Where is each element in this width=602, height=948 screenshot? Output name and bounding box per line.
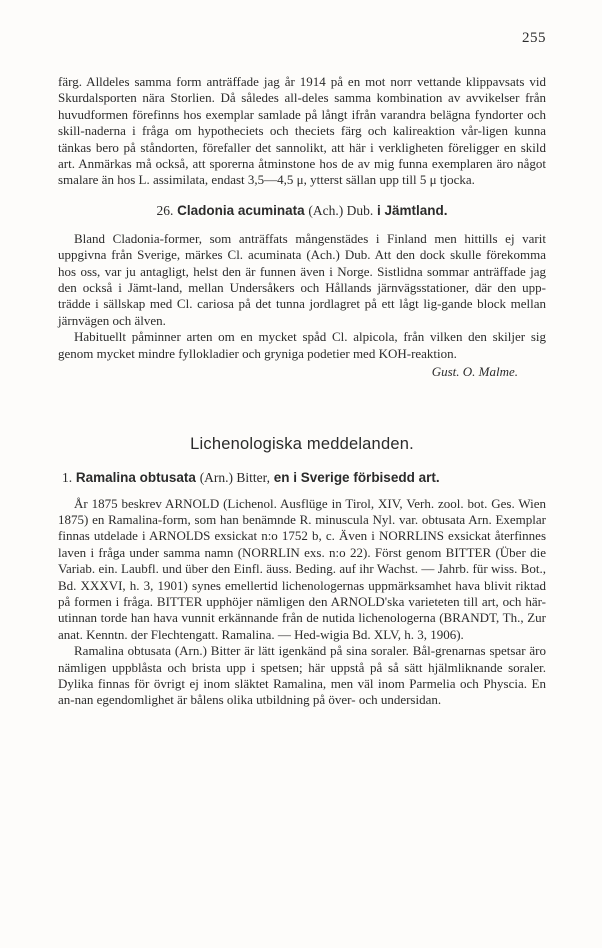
paragraph-ramalina-1: År 1875 beskrev ARNOLD (Lichenol. Ausflüge in Tirol, XIV, Verh. zool. bot. Ges. Wien 1875) en Ramalina-form, som han benämnde R. minuscula Nyl. var. obtusata Arn. Exemplar finnas utdelade i ARNOLDS exsickat n:o 1752 b, c. Även i NORRLINS exsickat återfinnes laven i fråga under samma namn (NORRLIN exs. n:o 22). Först genom BITTER (Über die Variab. ein. Laubfl. und über den Einfl. äuss. Beding. auf ihr Wachst. — Jahrb. für wiss. Bot., Bd. XXXVI, h. 3, 1901) synes emellertid lichenologernas uppmärksamhet hava blivit riktad på formen i fråga. BITTER upphöjer nämligen den ARNOLD'ska varieteten till art, och här-utinnan torde han hava vunnit erkännande från de nutida lichenologerna (BRANDT, Th., Zur anat. Kenntn. der Flechtengatt. Ramalina. — Hed-wigia Bd. XLV, h. 3, 1906). — [58, 495, 546, 642]
page-body — [58, 74, 546, 709]
page-number: 255 — [522, 30, 546, 46]
heading-cladonia-acuminata — [58, 203, 546, 219]
heading-author: (Arn.) Bitter, — [199, 469, 271, 485]
heading-author: (Ach.) Dub. — [308, 202, 374, 218]
heading-ramalina-obtusata — [58, 470, 546, 486]
heading-species: Ramalina obtusata — [75, 469, 196, 485]
heading-region: i Jämtland. — [377, 202, 448, 218]
paragraph-sporer: färg. Alldeles samma form anträffade jag år 1914 på en mot norr vettande klippavsats vid Skurdalsporten nära Storlien. Då således all-deles samma kombination av avvikelser från huvudformen förefinns hos exemplar samlade på långt ifrån varandra belägna fyndorter och skill-naderna i fråga om hypotheciets och theciets färg och kalireaktion vår-ligen kunna tänkas bero på ståndorten, förefaller det sannolikt, att här i verkligheten föreligger en skild art. Anmärkas må också, att sporerna åtminstone hos de av mig funna exemplaren äro något smalare än hos L. assimilata, endast 3,5—4,5 μ, ytterst sällan upp till 5 μ tjocka. — [58, 74, 546, 188]
heading-number: 26. — [156, 202, 174, 218]
section-title: Lichenologiska meddelanden. — [190, 434, 414, 453]
heading-rest: en i Sverige förbisedd art. — [273, 469, 440, 485]
paragraph-cladonia-1: Bland Cladonia-former, som anträffats mångenstädes i Finland men hittills ej varit uppgivna från Sverige, märkes Cl. acuminata (Ach.) Dub. Att den dock skulle förekomma hos oss, var ju antagligt, helst den är funnen även i Norge. Sistlidna sommar anträffade jag den också i Jämt-land, mellan Undersåkers och Hållands järnvägsstationer, där den upp-trädde i sällskap med Cl. cariosa på det tunna jordlagret på ett lågt lig-gande block mellan järnvägen och älven. — [58, 230, 546, 328]
author-signature: Gust. O. Malme. — [431, 364, 518, 380]
heading-species: Cladonia acuminata — [177, 202, 305, 218]
paragraph-cladonia-2: Habituellt påminner arten om en mycket spåd Cl. alpicola, från vilken den skiljer sig genom mycket mindre fyllokladier och gryniga podetier med KOH-reaktion. — [58, 329, 546, 361]
heading-number: 1. — [62, 469, 73, 485]
paragraph-ramalina-2: Ramalina obtusata (Arn.) Bitter är lätt igenkänd på sina soraler. Bål-grenarnas spetsar äro nämligen uppblåsta och brista upp i spetsen; här uppstå på så sätt hjälmliknande soraler. Dylika finnas för övrigt ej inom släktet Ramalina, men väl inom Parmelia och Physcia. En an-nan egendomlighet är bålens olika utbildning på över- och undersidan. — [58, 643, 546, 708]
